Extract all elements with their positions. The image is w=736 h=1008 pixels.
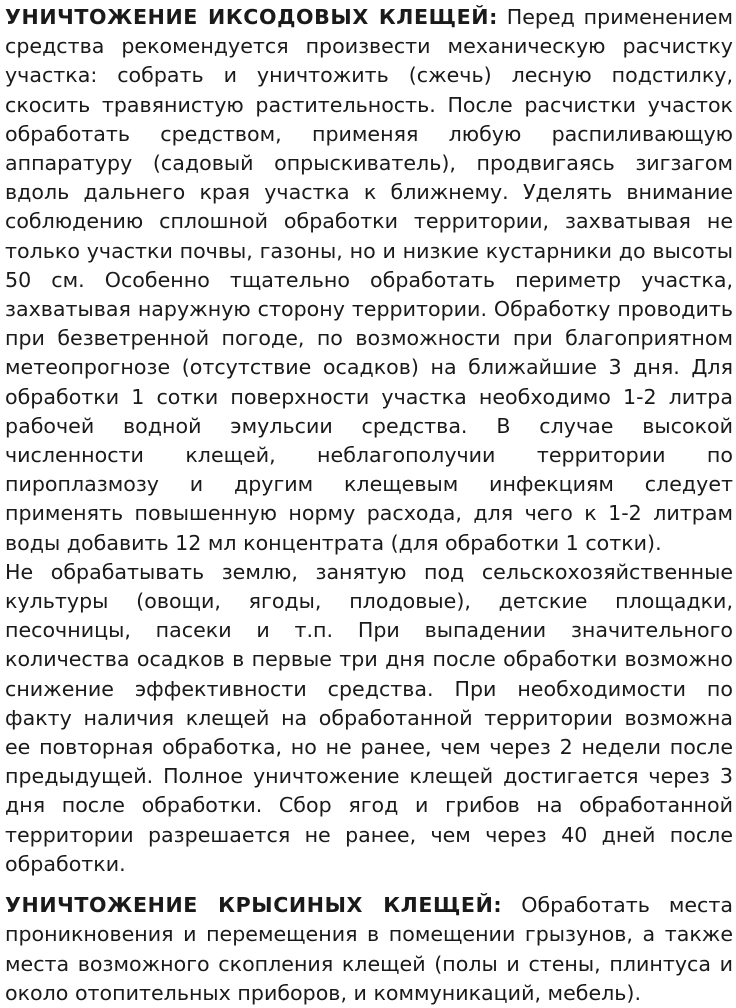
instruction-document — [5, 3, 733, 1008]
ixodid-body: Перед применением средства рекомендуется произвести механическую расчистку участка: собрать и уничтожить (сжечь) лесную подстилку, скосить травянистую растительность. После расчистки участок обработать средством, применяя любую распиливающую аппаратуру (садовый опрыскиватель), продвигаясь зигзагом вдоль дальнего края участка к ближнему. Уделять внимание соблюдению сплошной обработки территории, захватывая не только участки почвы, газоны, но и низкие кустарники до высоты 50 см. Особенно тщательно обработать периметр участка, захватывая наружную сторону территории. Обработку проводить при безветренной погоде, по возможности при благоприятном метеопрогнозе (отсутствие осадков) на ближайшие 3 дня. Для обработки 1 сотки поверхности участка необходимо 1-2 литра рабочей водной эмульсии средства. В случае высокой численности клещей, неблагополучии территории по пироплазмозу и другим клещевым инфекциям следует применять повышенную норму расхода, для чего к 1-2 литрам воды добавить 12 мл концентрата (для обработки 1 сотки). — [5, 5, 733, 555]
rat-mites-body: Обработать места проникновения и перемещения в помещении грызунов, а также места возможного скопления клещей (полы и стены, плинтуса и около отопительных приборов, и коммуникаций, мебель). — [5, 893, 733, 1005]
ixodid-heading: УНИЧТОЖЕНИЕ ИКСОДОВЫХ КЛЕЩЕЙ: — [5, 5, 498, 29]
ixodid-restrictions-paragraph: Не обрабатывать землю, занятую под сельскохозяйственные культуры (овощи, ягоды, плодовые), детские площадки, песочницы, пасеки и т.п. При выпадении значительного количества осадков в первые три дня после обработки возможно снижение эффективности средства. При необходимости по факту наличия клещей на обработанной территории возможна ее повторная обработка, но не ранее, чем через 2 недели после предыдущей. Полное уничтожение клещей достигается через 3 дня после обработки. Сбор ягод и грибов на обработанной территории разрешается не ранее, чем через 40 дней после обработки. — [5, 559, 733, 876]
rat-mites-paragraph — [5, 891, 733, 1008]
ixodid-paragraph — [5, 3, 733, 558]
rat-mites-heading: УНИЧТОЖЕНИЕ КРЫСИНЫХ КЛЕЩЕЙ: — [5, 893, 503, 918]
